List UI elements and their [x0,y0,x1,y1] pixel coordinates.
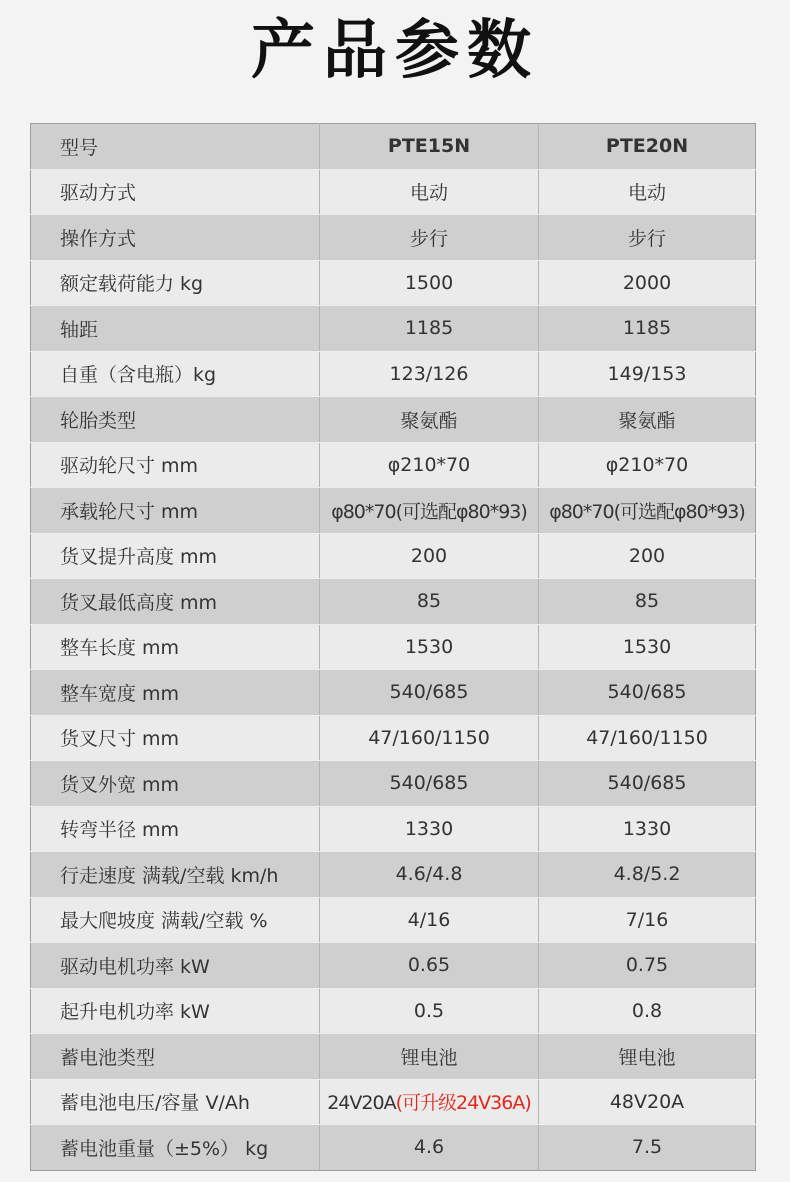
value-pte20n: 540/685 [539,670,756,716]
table-row [31,1125,756,1171]
value-pte20n: φ210*70 [539,442,756,488]
value-pte20n: 2000 [539,260,756,306]
value-pte20n: 47/160/1150 [539,715,756,761]
row-label: 最大爬坡度 满载/空载 % [31,897,320,943]
table-row [31,670,756,716]
value-pte15n: 4/16 [320,897,539,943]
table-row [31,351,756,397]
value-pte15n: 4.6/4.8 [320,852,539,898]
value-pte15n: 200 [320,533,539,579]
row-label: 自重（含电瓶）kg [31,351,320,397]
value-pte15n: 1330 [320,806,539,852]
table-row [31,397,756,443]
row-label: 整车长度 mm [31,624,320,670]
table-row [31,897,756,943]
value-pte20n: 0.75 [539,943,756,989]
value-pte20n: 4.8/5.2 [539,852,756,898]
row-label: 货叉尺寸 mm [31,715,320,761]
value-pte15n: 1500 [320,260,539,306]
row-label: 货叉提升高度 mm [31,533,320,579]
row-label: 起升电机功率 kW [31,988,320,1034]
value-pte20n: 0.8 [539,988,756,1034]
value-pte15n: 1185 [320,306,539,352]
row-label: 驱动方式 [31,169,320,215]
row-label: 轮胎类型 [31,397,320,443]
value-pte20n: 电动 [539,169,756,215]
table-row [31,215,756,261]
table-row [31,579,756,625]
header-label: 型号 [31,124,320,170]
value-pte20n: 149/153 [539,351,756,397]
row-label: 行走速度 满载/空载 km/h [31,852,320,898]
table-row [31,943,756,989]
value-pte15n: 540/685 [320,761,539,807]
row-label: 驱动轮尺寸 mm [31,442,320,488]
value-pte20n: 锂电池 [539,1034,756,1080]
table-row [31,260,756,306]
header-model-pte15n: PTE15N [320,124,539,170]
value-pte15n: 47/160/1150 [320,715,539,761]
value-pte15n: 1530 [320,624,539,670]
value-pte20n: 1185 [539,306,756,352]
row-label: 操作方式 [31,215,320,261]
battery-spec: 24V20A [327,1092,396,1115]
value-pte20n: 步行 [539,215,756,261]
page-title: 产品参数 [251,14,539,88]
table-row [31,306,756,352]
row-label: 货叉外宽 mm [31,761,320,807]
row-label: 蓄电池电压/容量 V/Ah [31,1079,320,1125]
table-row [31,442,756,488]
value-pte20n: 540/685 [539,761,756,807]
value-pte15n: 锂电池 [320,1034,539,1080]
row-label: 货叉最低高度 mm [31,579,320,625]
value-pte15n: φ210*70 [320,442,539,488]
table-row [31,761,756,807]
table-row [31,624,756,670]
row-label: 额定载荷能力 kg [31,260,320,306]
value-pte20n: φ80*70(可选配φ80*93) [539,488,756,534]
value-pte15n: 85 [320,579,539,625]
value-pte20n: 1530 [539,624,756,670]
value-pte15n: 聚氨酯 [320,397,539,443]
row-label: 驱动电机功率 kW [31,943,320,989]
value-pte20n: 85 [539,579,756,625]
table-row [31,1079,756,1125]
value-pte20n: 聚氨酯 [539,397,756,443]
table-row [31,852,756,898]
value-pte20n: 200 [539,533,756,579]
value-pte15n: 0.5 [320,988,539,1034]
value-pte15n: φ80*70(可选配φ80*93) [320,488,539,534]
value-pte15n: 电动 [320,169,539,215]
value-pte15n: 0.65 [320,943,539,989]
value-pte20n: 48V20A [539,1079,756,1125]
value-pte15n: 步行 [320,215,539,261]
row-label: 转弯半径 mm [31,806,320,852]
spec-table [30,123,756,1171]
row-label: 承载轮尺寸 mm [31,488,320,534]
row-label: 蓄电池类型 [31,1034,320,1080]
upgrade-note: (可升级24V36A) [395,1092,531,1115]
row-label: 轴距 [31,306,320,352]
value-pte20n: 7/16 [539,897,756,943]
table-header-row [31,124,756,170]
table-row [31,806,756,852]
value-pte15n: 123/126 [320,351,539,397]
table-row [31,1034,756,1080]
table-row [31,169,756,215]
value-pte15n: 4.6 [320,1125,539,1171]
table-row [31,715,756,761]
row-label: 整车宽度 mm [31,670,320,716]
row-label: 蓄电池重量（±5%） kg [31,1125,320,1171]
table-row [31,988,756,1034]
value-pte20n: 1330 [539,806,756,852]
header-model-pte20n: PTE20N [539,124,756,170]
value-pte15n [320,1079,539,1125]
value-pte20n: 7.5 [539,1125,756,1171]
table-row [31,488,756,534]
table-row [31,533,756,579]
value-pte15n: 540/685 [320,670,539,716]
